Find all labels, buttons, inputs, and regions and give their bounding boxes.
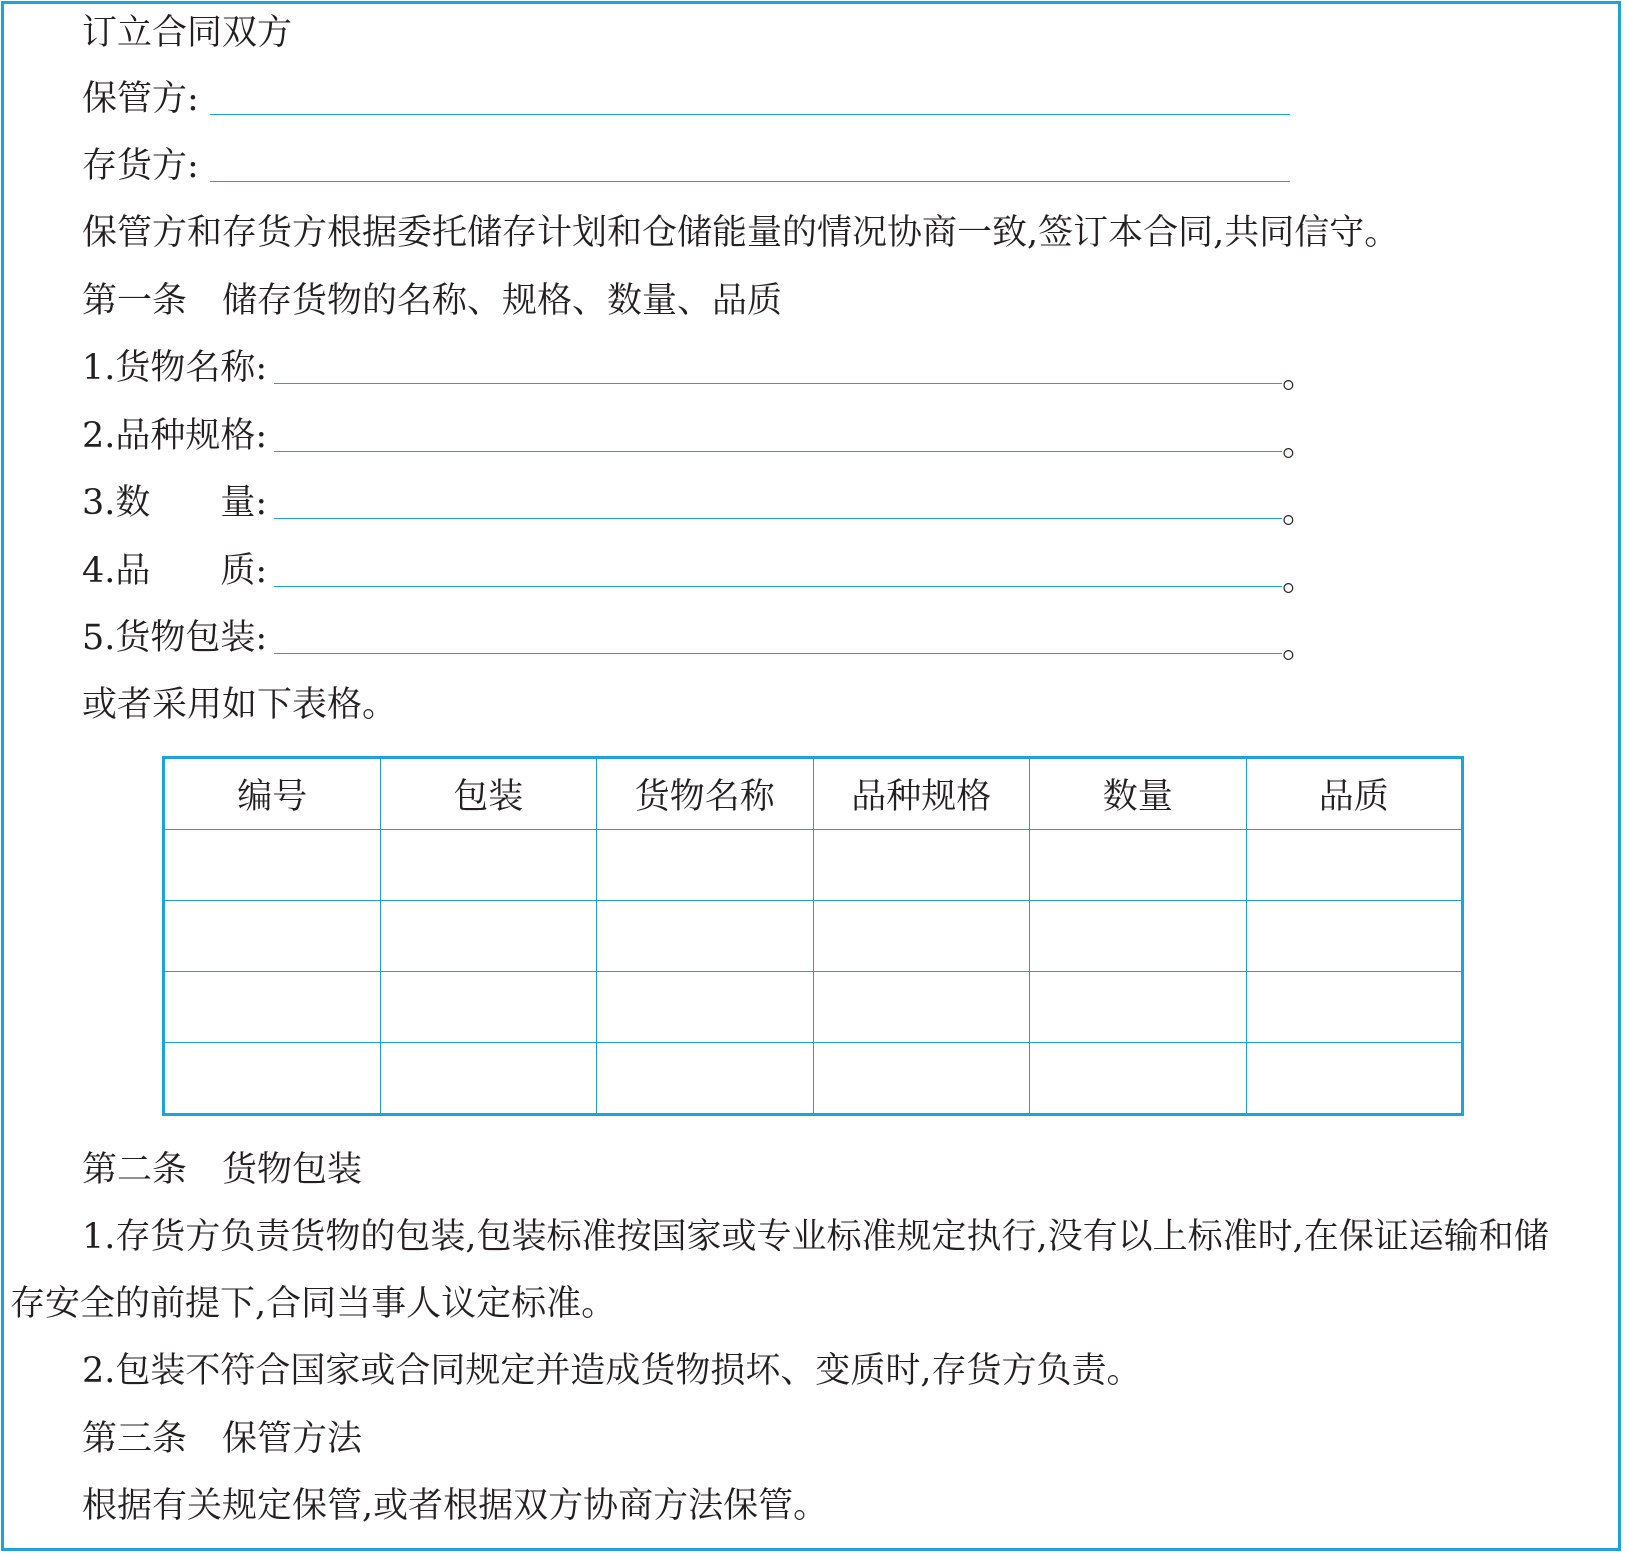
item-number: 5. — [82, 618, 116, 658]
item-end-mark: 。 — [1282, 356, 1318, 396]
item-label: 品种规格: — [115, 416, 268, 456]
article1-title: 第一条 储存货物的名称、规格、数量、品质 — [82, 281, 783, 321]
table-cell[interactable] — [597, 972, 814, 1043]
table-cell[interactable] — [1246, 972, 1463, 1043]
article2-paragraph2: 2.包装不符合国家或合同规定并造成货物损坏、变质时,存货方负责。 — [82, 1351, 1142, 1391]
table-header-row — [164, 758, 1463, 830]
table-cell[interactable] — [597, 901, 814, 972]
depositor-label: 存货方: — [82, 146, 199, 186]
table-cell[interactable] — [597, 830, 814, 901]
packaging-field[interactable] — [274, 653, 1282, 654]
goods-name-field[interactable] — [274, 383, 1282, 384]
item-label: 货物包装: — [115, 618, 268, 658]
table-intro: 或者采用如下表格。 — [82, 685, 398, 725]
table-cell[interactable] — [813, 830, 1030, 901]
item-label-b: 质: — [220, 551, 268, 591]
table-cell[interactable] — [1246, 830, 1463, 901]
variety-spec-field[interactable] — [274, 451, 1282, 452]
item-quantity — [82, 483, 267, 523]
table-cell[interactable] — [1030, 1043, 1247, 1115]
item-goods-name — [82, 348, 267, 388]
header-number: 编号 — [164, 758, 381, 830]
item-variety-spec — [82, 416, 267, 456]
item-label: 货物名称: — [115, 348, 268, 388]
article2-title: 第二条 货物包装 — [82, 1150, 363, 1190]
item-number: 2. — [82, 416, 116, 456]
table-cell[interactable] — [164, 972, 381, 1043]
header-variety-spec: 品种规格 — [813, 758, 1030, 830]
article3-paragraph1: 根据有关规定保管,或者根据双方协商方法保管。 — [82, 1486, 829, 1526]
article3-title: 第三条 保管方法 — [82, 1419, 363, 1459]
item-end-mark: 。 — [1282, 491, 1318, 531]
table-cell[interactable] — [1030, 830, 1247, 901]
table-cell[interactable] — [380, 1043, 597, 1115]
contract-heading: 订立合同双方 — [82, 13, 293, 53]
table-cell[interactable] — [813, 1043, 1030, 1115]
table-cell[interactable] — [380, 901, 597, 972]
item-label-a: 数 — [115, 483, 151, 523]
table-cell[interactable] — [1246, 901, 1463, 972]
table-row — [164, 901, 1463, 972]
table-cell[interactable] — [597, 1043, 814, 1115]
table-row — [164, 1043, 1463, 1115]
item-end-mark: 。 — [1282, 626, 1318, 666]
depositor-field[interactable] — [210, 181, 1290, 182]
table-cell[interactable] — [1246, 1043, 1463, 1115]
table-row — [164, 830, 1463, 901]
item-quality — [82, 551, 267, 591]
header-packaging: 包装 — [380, 758, 597, 830]
item-packaging — [82, 618, 267, 658]
header-quality: 品质 — [1246, 758, 1463, 830]
table-cell[interactable] — [164, 901, 381, 972]
table-cell[interactable] — [813, 901, 1030, 972]
quality-field[interactable] — [274, 586, 1282, 587]
custodian-label: 保管方: — [82, 79, 199, 119]
header-quantity: 数量 — [1030, 758, 1247, 830]
table-row — [164, 972, 1463, 1043]
item-number: 1. — [82, 348, 116, 388]
custodian-field[interactable] — [210, 114, 1290, 115]
table-cell[interactable] — [380, 972, 597, 1043]
table-cell[interactable] — [164, 830, 381, 901]
item-end-mark: 。 — [1282, 559, 1318, 599]
table-cell[interactable] — [1030, 972, 1247, 1043]
article2-paragraph1-line2: 存安全的前提下,合同当事人议定标准。 — [10, 1284, 617, 1324]
goods-table — [162, 756, 1464, 1116]
table-cell[interactable] — [380, 830, 597, 901]
header-goods-name: 货物名称 — [597, 758, 814, 830]
table-cell[interactable] — [1030, 901, 1247, 972]
intro-paragraph: 保管方和存货方根据委托储存计划和仓储能量的情况协商一致,签订本合同,共同信守。 — [82, 213, 1400, 253]
item-label-a: 品 — [115, 551, 151, 591]
item-end-mark: 。 — [1282, 424, 1318, 464]
article2-paragraph1-line1: 1.存货方负责货物的包装,包装标准按国家或专业标准规定执行,没有以上标准时,在保证运输和储 — [82, 1217, 1549, 1257]
quantity-field[interactable] — [274, 518, 1282, 519]
item-label-b: 量: — [220, 483, 268, 523]
item-number: 4. — [82, 551, 116, 591]
item-number: 3. — [82, 483, 116, 523]
table-cell[interactable] — [164, 1043, 381, 1115]
table-cell[interactable] — [813, 972, 1030, 1043]
